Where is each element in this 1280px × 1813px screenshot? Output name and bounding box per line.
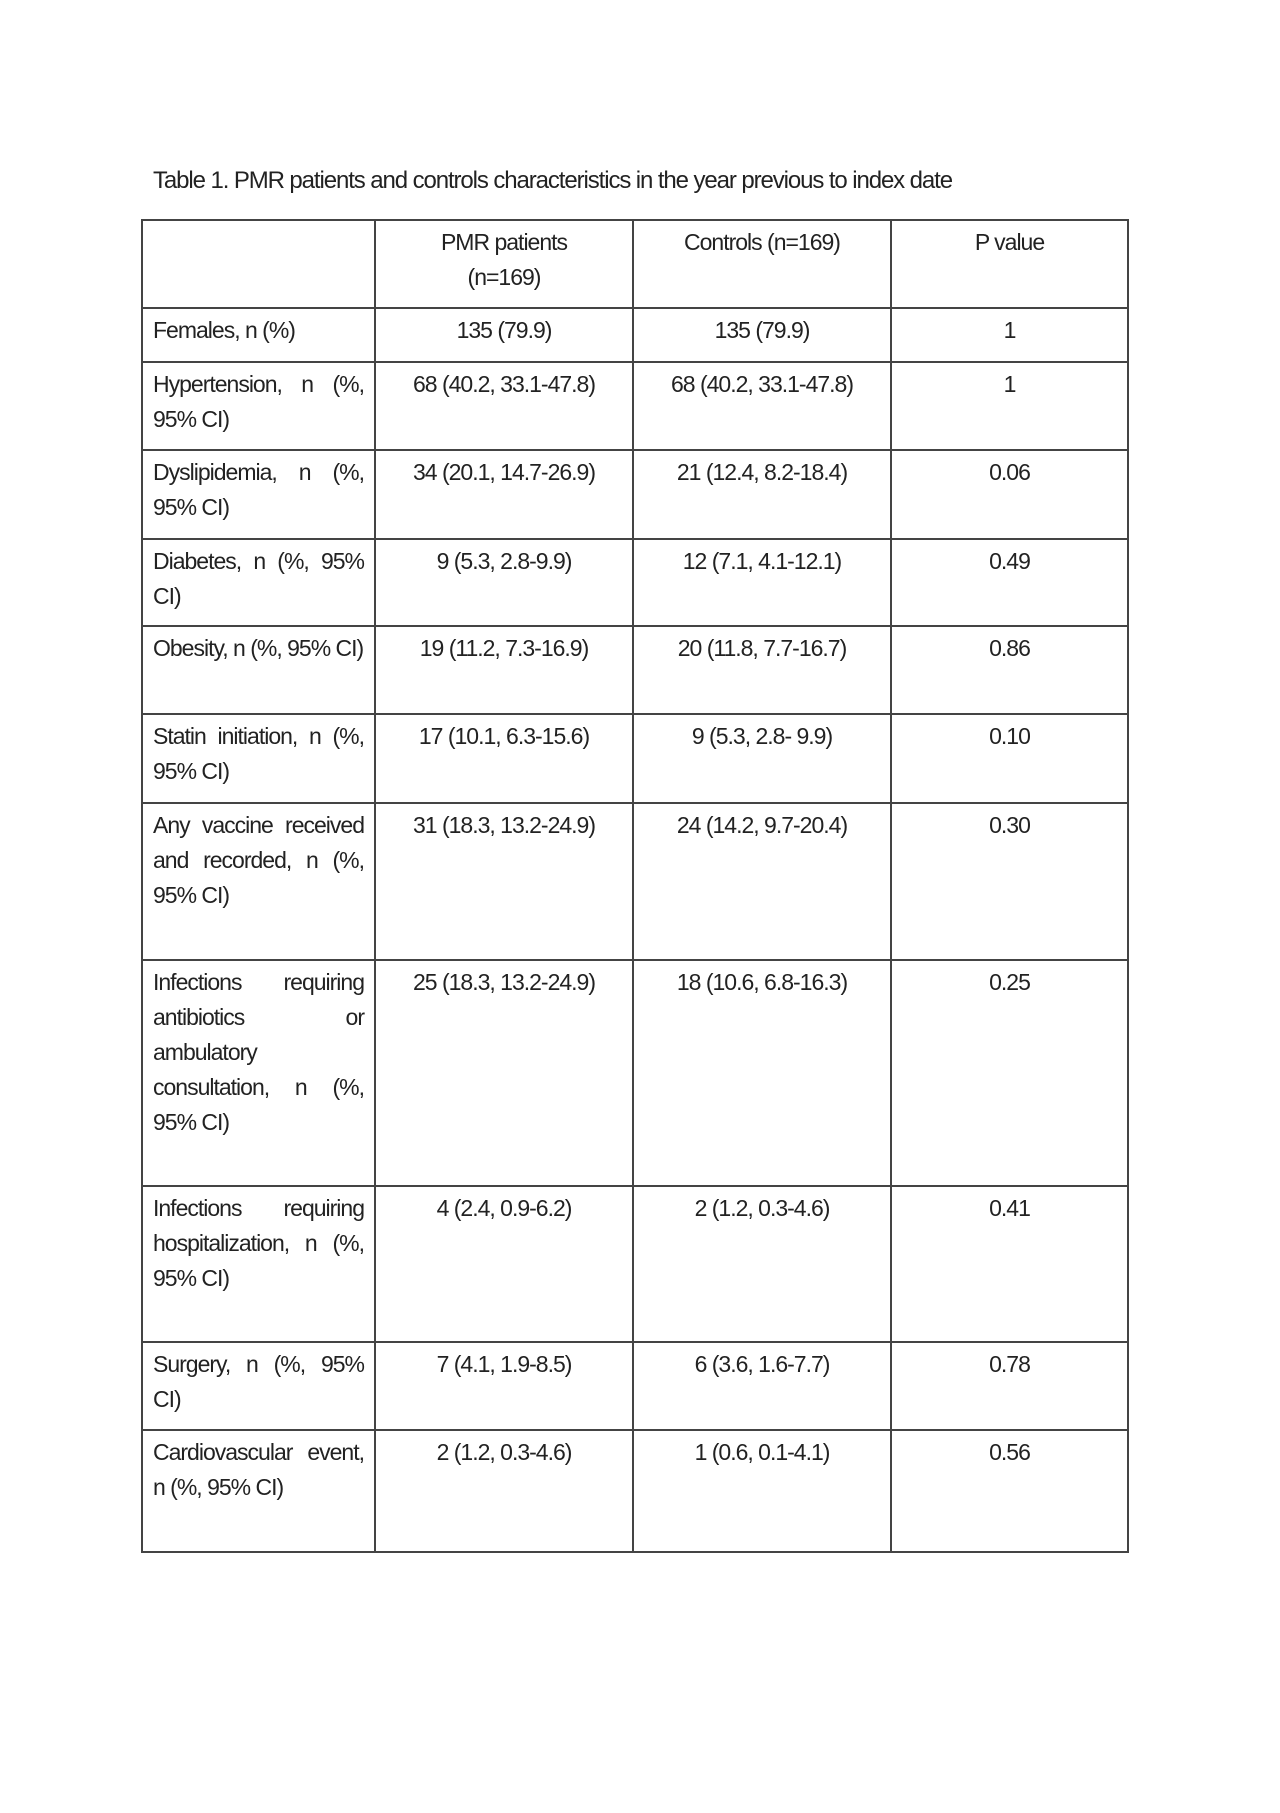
row-label: Hypertension, n (%, 95% CI) [142, 362, 375, 450]
controls-value: 9 (5.3, 2.8- 9.9) [633, 714, 891, 803]
row-label: Infections requiring antibiotics or ambulatory consultation, n (%, 95% CI) [142, 960, 375, 1186]
controls-value: 18 (10.6, 6.8-16.3) [633, 960, 891, 1186]
p-value: 0.25 [891, 960, 1128, 1186]
p-value: 0.30 [891, 803, 1128, 960]
pmr-value: 19 (11.2, 7.3-16.9) [375, 626, 633, 714]
controls-value: 1 (0.6, 0.1-4.1) [633, 1430, 891, 1552]
controls-value: 24 (14.2, 9.7-20.4) [633, 803, 891, 960]
pmr-value: 25 (18.3, 13.2-24.9) [375, 960, 633, 1186]
p-value: 1 [891, 308, 1128, 362]
row-label: Statin initiation, n (%, 95% CI) [142, 714, 375, 803]
controls-value: 12 (7.1, 4.1-12.1) [633, 539, 891, 626]
pmr-value: 17 (10.1, 6.3-15.6) [375, 714, 633, 803]
characteristics-table [141, 219, 1129, 1553]
row-label: Diabetes, n (%, 95% CI) [142, 539, 375, 626]
controls-value: 135 (79.9) [633, 308, 891, 362]
row-label: Females, n (%) [142, 308, 375, 362]
table-row [142, 1430, 1128, 1552]
table-row [142, 539, 1128, 626]
pmr-value: 31 (18.3, 13.2-24.9) [375, 803, 633, 960]
pmr-value: 7 (4.1, 1.9-8.5) [375, 1342, 633, 1430]
row-label: Any vaccine received and recorded, n (%, 95% CI) [142, 803, 375, 960]
controls-value: 6 (3.6, 1.6-7.7) [633, 1342, 891, 1430]
row-label: Dyslipidemia, n (%, 95% CI) [142, 450, 375, 539]
table-row [142, 960, 1128, 1186]
table-row [142, 308, 1128, 362]
table-row [142, 450, 1128, 539]
pmr-value: 9 (5.3, 2.8-9.9) [375, 539, 633, 626]
controls-value: 21 (12.4, 8.2-18.4) [633, 450, 891, 539]
p-value: 0.56 [891, 1430, 1128, 1552]
pmr-value: 68 (40.2, 33.1-47.8) [375, 362, 633, 450]
row-label: Obesity, n (%, 95% CI) [142, 626, 375, 714]
pmr-value: 4 (2.4, 0.9-6.2) [375, 1186, 633, 1342]
p-value: 0.78 [891, 1342, 1128, 1430]
table-row [142, 803, 1128, 960]
p-value: 0.10 [891, 714, 1128, 803]
table-row [142, 1186, 1128, 1342]
header-empty [142, 220, 375, 308]
pmr-value: 34 (20.1, 14.7-26.9) [375, 450, 633, 539]
row-label: Infections requiring hospitalization, n (%, 95% CI) [142, 1186, 375, 1342]
controls-value: 20 (11.8, 7.7-16.7) [633, 626, 891, 714]
header-controls: Controls (n=169) [633, 220, 891, 308]
header-pmr: PMR patients (n=169) [375, 220, 633, 308]
table-title: Table 1. PMR patients and controls characteristics in the year previous to index date [153, 167, 952, 194]
controls-value: 2 (1.2, 0.3-4.6) [633, 1186, 891, 1342]
p-value: 0.06 [891, 450, 1128, 539]
pmr-value: 2 (1.2, 0.3-4.6) [375, 1430, 633, 1552]
controls-value: 68 (40.2, 33.1-47.8) [633, 362, 891, 450]
header-row [142, 220, 1128, 308]
pmr-value: 135 (79.9) [375, 308, 633, 362]
p-value: 1 [891, 362, 1128, 450]
table-row [142, 362, 1128, 450]
row-label: Cardiovascular event, n (%, 95% CI) [142, 1430, 375, 1552]
p-value: 0.49 [891, 539, 1128, 626]
table-row [142, 626, 1128, 714]
table-row [142, 714, 1128, 803]
table-row [142, 1342, 1128, 1430]
p-value: 0.86 [891, 626, 1128, 714]
p-value: 0.41 [891, 1186, 1128, 1342]
row-label: Surgery, n (%, 95% CI) [142, 1342, 375, 1430]
header-p-value: P value [891, 220, 1128, 308]
